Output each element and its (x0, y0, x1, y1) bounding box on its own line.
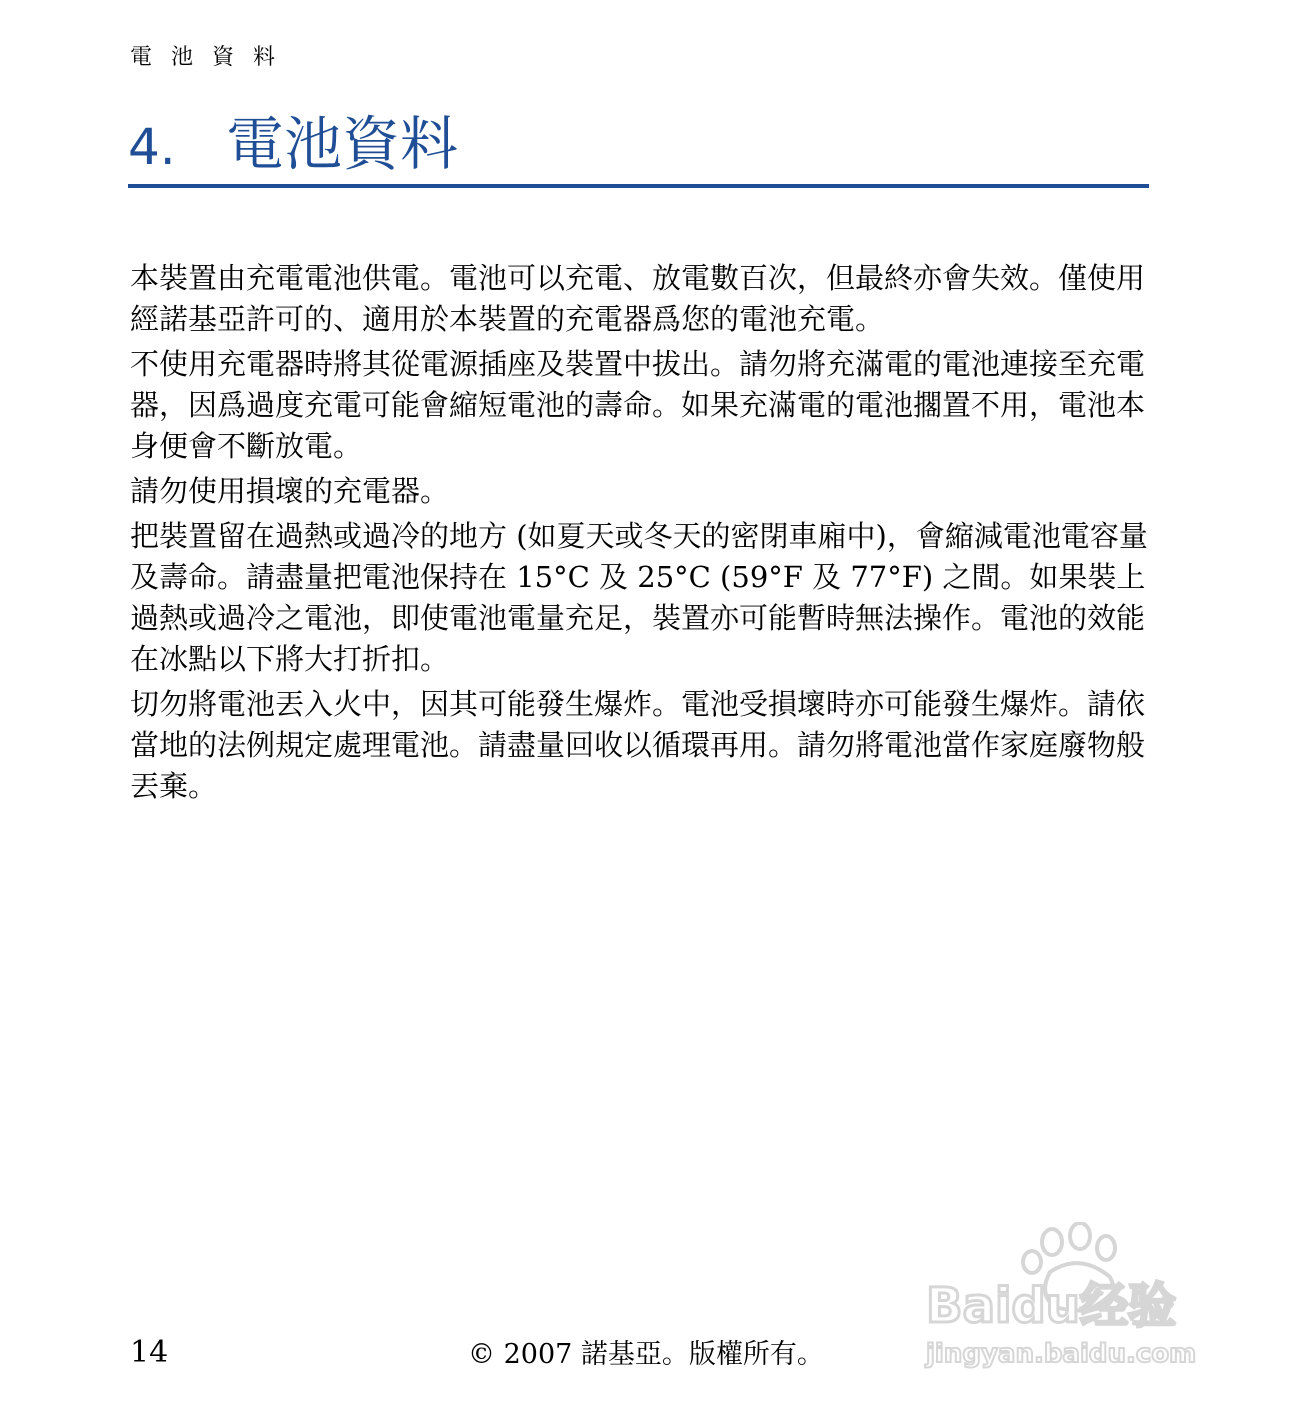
watermark-url-text: jingyan.baidu.com (926, 1339, 1197, 1369)
heading-rule (128, 184, 1149, 188)
body-text (130, 258, 1160, 811)
running-header: 電 池 資 料 (130, 45, 281, 70)
paragraph: 切勿將電池丟入火中，因其可能發生爆炸。電池受損壞時亦可能發生爆炸。請依當地的法例規定處理電池。請盡量回收以循環再用。請勿將電池當作家庭廢物般丟棄。 (130, 687, 1146, 803)
chapter-heading (128, 108, 458, 180)
page-number: 14 (130, 1335, 169, 1370)
chapter-number: 4. (128, 118, 176, 176)
watermark-logo-text: Baidu经验 (926, 1278, 1176, 1334)
paragraph: 請勿使用損壞的充電器。 (130, 474, 450, 508)
paragraph: 本裝置由充電電池供電。電池可以充電、放電數百次，但最終亦會失效。僅使用經諾基亞許可的、適用於本裝置的充電器爲您的電池充電。 (130, 261, 1146, 336)
paragraph: 不使用充電器時將其從電源插座及裝置中拔出。請勿將充滿電的電池連接至充電器，因爲過度充電可能會縮短電池的壽命。如果充滿電的電池擱置不用，電池本身便會不斷放電。 (130, 347, 1146, 463)
copyright-notice: © 2007 諾基亞。版權所有。 (468, 1339, 824, 1370)
paragraph: 把裝置留在過熱或過冷的地方 (如夏天或冬天的密閉車廂中)，會縮減電池電容量及壽命。請盡量把電池保持在 15°C 及 25°C (59°F 及 77°F) 之間。如果裝上過熱或過冷之電池，即使電池電量充足，裝置亦可能暫時無法操作。電池的效能在冰點以下將大打折扣。 (130, 519, 1148, 676)
chapter-title: 電池資料 (226, 110, 459, 178)
baidu-paw-logo-icon (920, 1222, 1240, 1372)
baidu-watermark (920, 1222, 1240, 1372)
